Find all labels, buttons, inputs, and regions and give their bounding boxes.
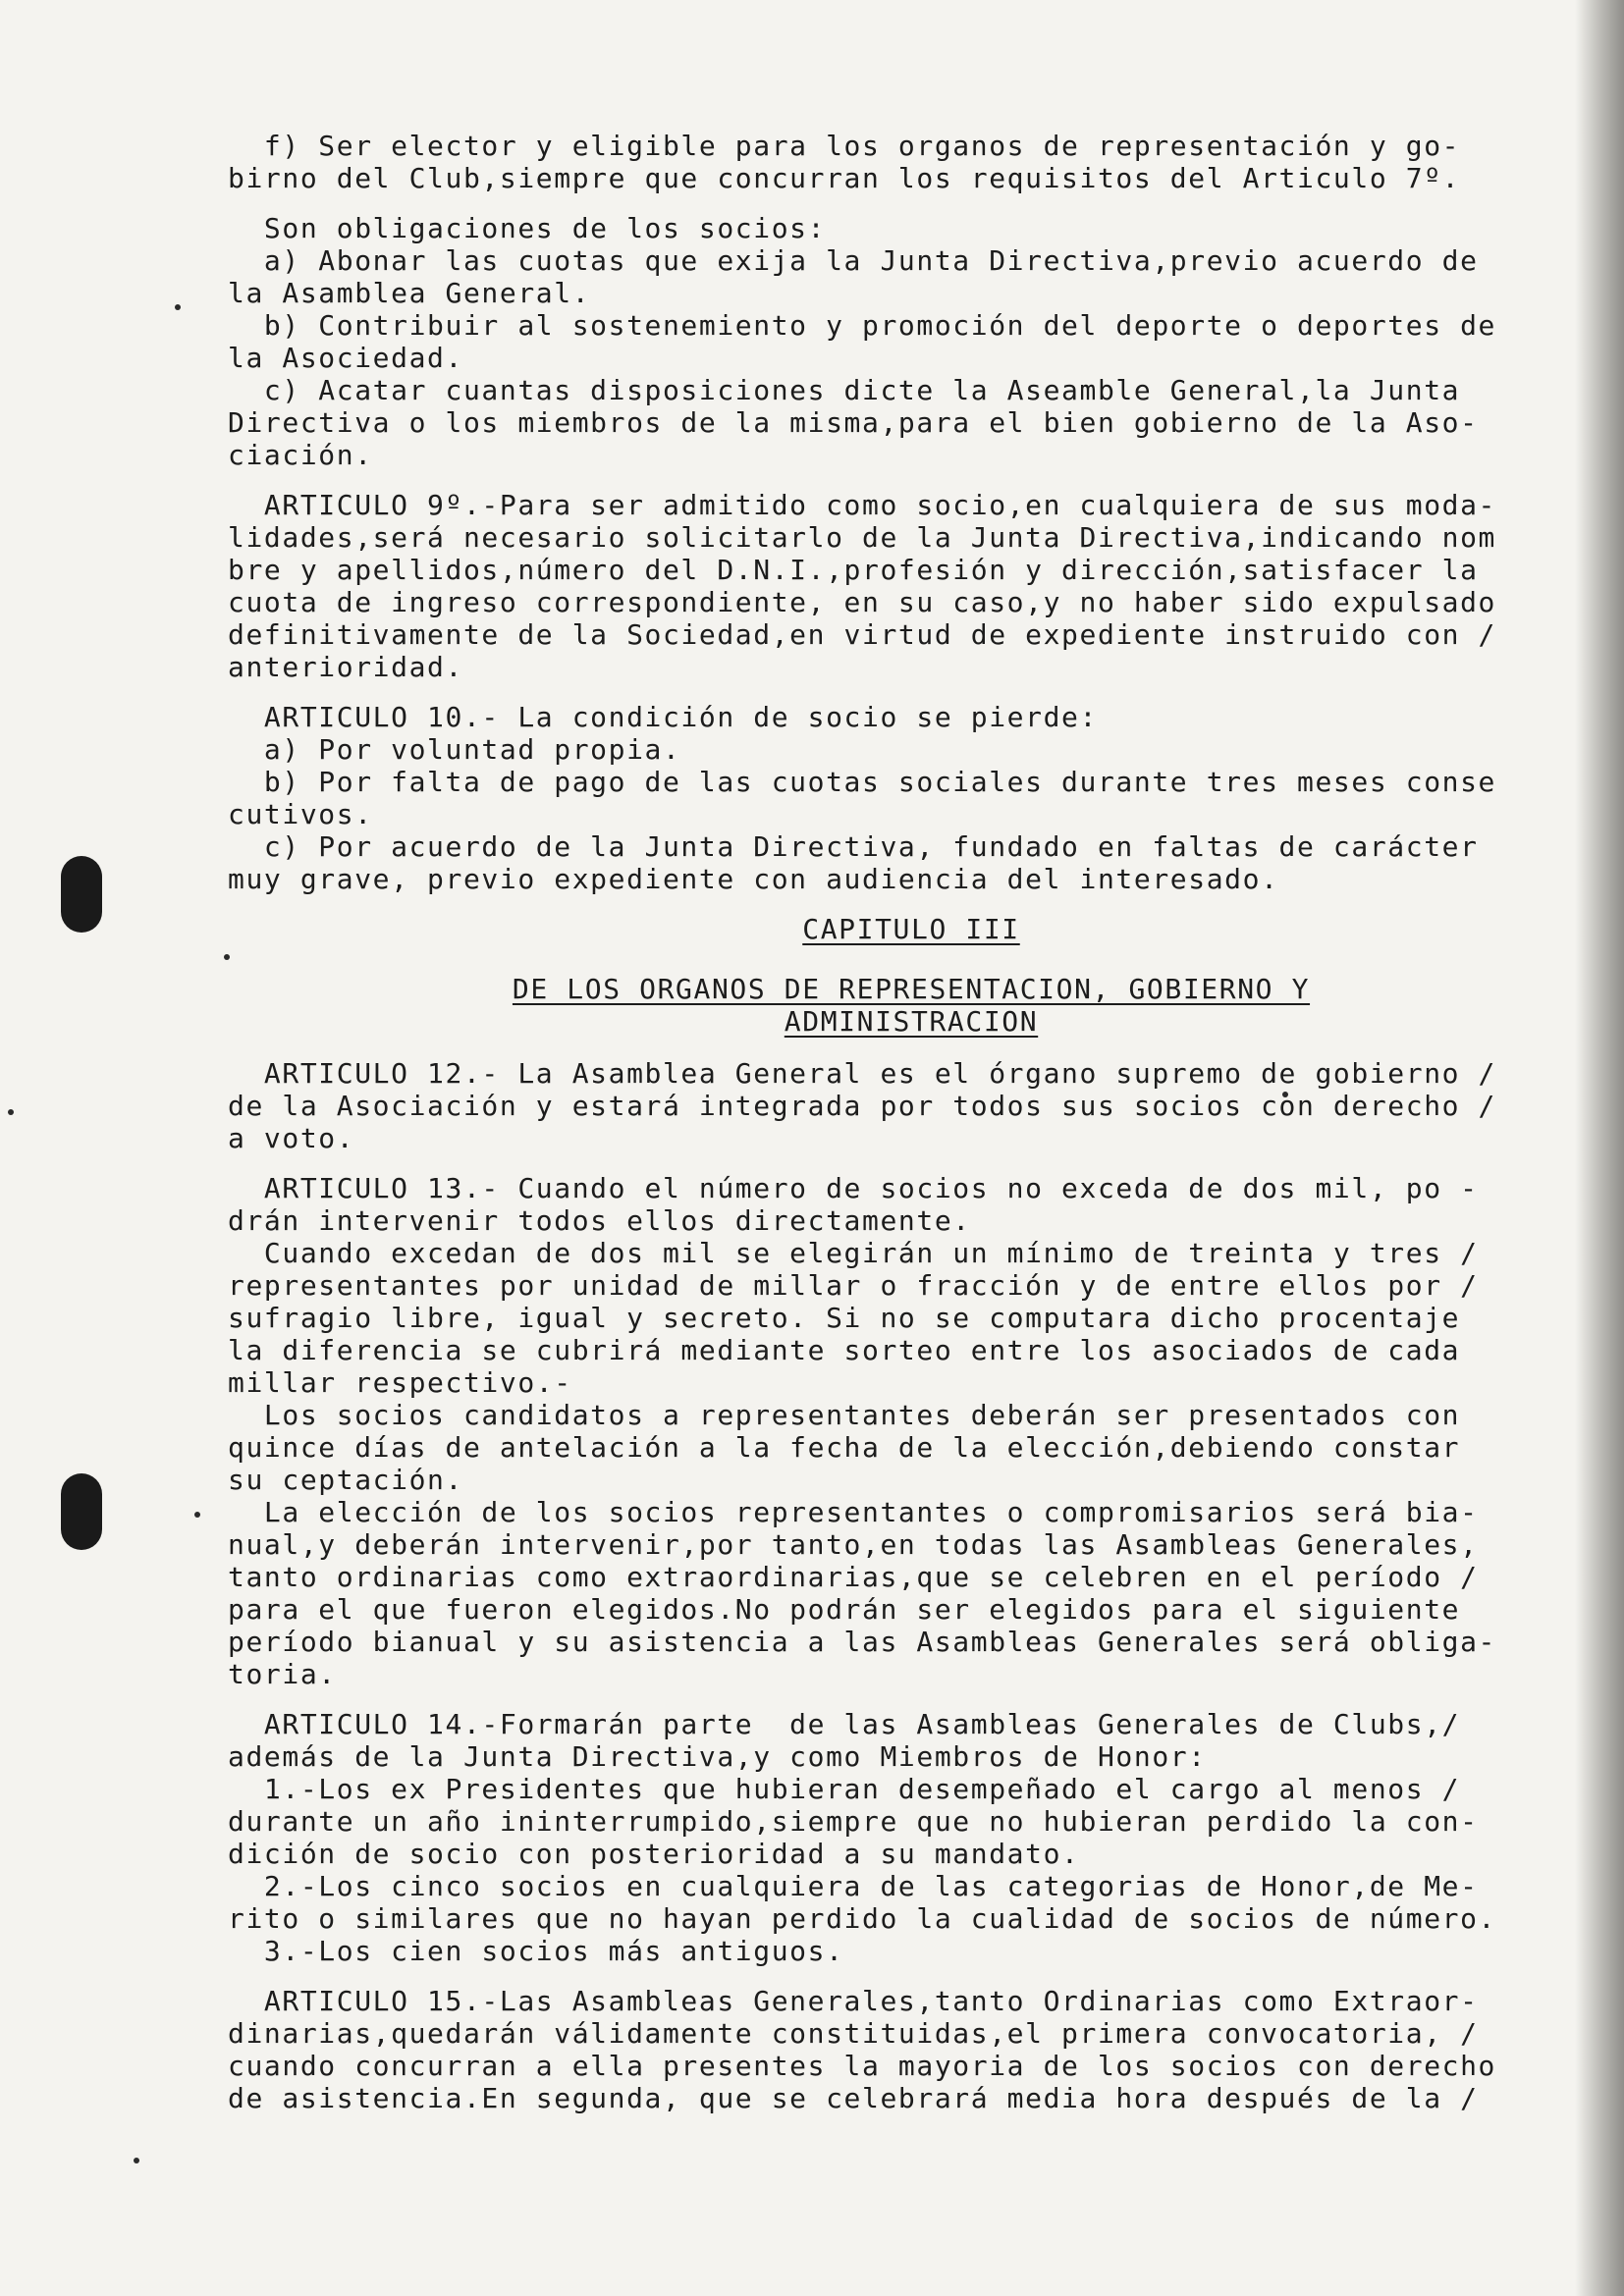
text-line: su ceptación. [228, 1464, 463, 1496]
text-line: Son obligaciones de los socios: [228, 212, 827, 244]
text-line: ARTICULO 14.-Formarán parte de las Asambleas Generales de Clubs,/ [228, 1708, 1461, 1740]
text-line: cuota de ingreso correspondiente, en su caso,y no haber sido expulsado [228, 586, 1497, 618]
document-page [228, 130, 1595, 2132]
text-line: ARTICULO 15.-Las Asambleas Generales,tanto Ordinarias como Extraor- [228, 1985, 1479, 2017]
chapter-title: CAPITULO III [802, 913, 1020, 945]
text-line: durante un año ininterrumpido,siempre que no hubieran perdido la con- [228, 1805, 1479, 1838]
text-line: b) Por falta de pago de las cuotas sociales durante tres meses conse [228, 766, 1497, 798]
text-line: quince días de antelación a la fecha de la elección,debiendo constar [228, 1431, 1461, 1464]
text-line: de asistencia.En segunda, que se celebrará media hora después de la / [228, 2082, 1479, 2114]
text-line: período bianual y su asistencia a las Asambleas Generales será obliga- [228, 1626, 1497, 1658]
paragraph-member-obligations [228, 212, 1595, 471]
text-line: Cuando excedan de dos mil se elegirán un mínimo de treinta y tres / [228, 1237, 1479, 1269]
text-line: a) Por voluntad propia. [228, 733, 681, 766]
text-line: La elección de los socios representantes o compromisarios será bia- [228, 1496, 1479, 1528]
text-line: lidades,será necesario solicitarlo de la Junta Directiva,indicando nom [228, 521, 1497, 554]
text-line: c) Por acuerdo de la Junta Directiva, fundado en faltas de carácter [228, 830, 1479, 863]
chapter-subtitle: DE LOS ORGANOS DE REPRESENTACION, GOBIERNO Y [512, 973, 1311, 1005]
text-line: rito o similares que no hayan perdido la cualidad de socios de número. [228, 1902, 1497, 1935]
text-line: representantes por unidad de millar o fracción y de entre ellos por / [228, 1269, 1479, 1302]
text-line: millar respectivo.- [228, 1366, 572, 1399]
text-line: la Asociedad. [228, 342, 463, 374]
chapter-heading [228, 913, 1595, 1038]
text-line: sufragio libre, igual y secreto. Si no se computara dicho procentaje [228, 1302, 1461, 1334]
article-14 [228, 1708, 1595, 1967]
text-line: cutivos. [228, 798, 373, 830]
binder-hole-lower [61, 1473, 102, 1550]
text-line: ARTICULO 9º.-Para ser admitido como socio,en cualquiera de sus moda- [228, 489, 1497, 521]
text-line: birno del Club,siempre que concurran los requisitos del Articulo 7º. [228, 162, 1461, 194]
text-line: ciación. [228, 439, 373, 471]
text-line: la Asamblea General. [228, 277, 591, 309]
text-line: 3.-Los cien socios más antiguos. [228, 1935, 844, 1967]
text-line: muy grave, previo expediente con audiencia del interesado. [228, 863, 1279, 895]
text-line: tanto ordinarias como extraordinarias,que se celebren en el período / [228, 1561, 1479, 1593]
text-line: a) Abonar las cuotas que exija la Junta Directiva,previo acuerdo de [228, 244, 1479, 277]
text-line: 1.-Los ex Presidentes que hubieran desempeñado el cargo al menos / [228, 1773, 1461, 1805]
paragraph-member-rights-f [228, 130, 1595, 194]
article-13 [228, 1172, 1595, 1690]
text-line: de la Asociación y estará integrada por todos sus socios con derecho / [228, 1090, 1497, 1122]
text-line: cuando concurran a ella presentes la mayoria de los socios con derecho [228, 2050, 1497, 2082]
text-line: nual,y deberán intervenir,por tanto,en todas las Asambleas Generales, [228, 1528, 1479, 1561]
article-9 [228, 489, 1595, 683]
text-line: la diferencia se cubrirá mediante sorteo entre los asociados de cada [228, 1334, 1461, 1366]
text-line: 2.-Los cinco socios en cualquiera de las categorias de Honor,de Me- [228, 1870, 1479, 1902]
text-line: dinarias,quedarán válidamente constituidas,el primera convocatoria, / [228, 2017, 1479, 2050]
text-line: f) Ser elector y eligible para los organos de representación y go- [228, 130, 1461, 162]
article-15 [228, 1985, 1595, 2114]
text-line: c) Acatar cuantas disposiciones dicte la Aseamble General,la Junta [228, 374, 1461, 406]
text-line: toria. [228, 1658, 337, 1690]
text-line: bre y apellidos,número del D.N.I.,profesión y dirección,satisfacer la [228, 554, 1479, 586]
text-line: ARTICULO 10.- La condición de socio se pierde: [228, 701, 1098, 733]
text-line: Directiva o los miembros de la misma,para el bien gobierno de la Aso- [228, 406, 1479, 439]
text-line: ARTICULO 13.- Cuando el número de socios no exceda de dos mil, po - [228, 1172, 1479, 1204]
text-line: b) Contribuir al sostenemiento y promoción del deporte o deportes de [228, 309, 1497, 342]
text-line: ARTICULO 12.- La Asamblea General es el órgano supremo de gobierno / [228, 1057, 1497, 1090]
speck [134, 2158, 139, 2163]
text-line: además de la Junta Directiva,y como Miembros de Honor: [228, 1740, 1207, 1773]
speck [194, 1512, 200, 1518]
text-line: anterioridad. [228, 651, 463, 683]
text-line: definitivamente de la Sociedad,en virtud de expediente instruido con / [228, 618, 1497, 651]
text-line: Los socios candidatos a representantes deberán ser presentados con [228, 1399, 1461, 1431]
binder-hole-upper [61, 856, 102, 933]
text-line: drán intervenir todos ellos directamente. [228, 1204, 971, 1237]
article-10 [228, 701, 1595, 895]
speck [8, 1109, 14, 1115]
chapter-subtitle: ADMINISTRACION [784, 1005, 1039, 1038]
text-line: para el que fueron elegidos.No podrán ser elegidos para el siguiente [228, 1593, 1461, 1626]
article-12 [228, 1057, 1595, 1154]
text-line: a voto. [228, 1122, 355, 1154]
text-line: dición de socio con posterioridad a su mandato. [228, 1838, 1080, 1870]
speck [175, 304, 181, 310]
